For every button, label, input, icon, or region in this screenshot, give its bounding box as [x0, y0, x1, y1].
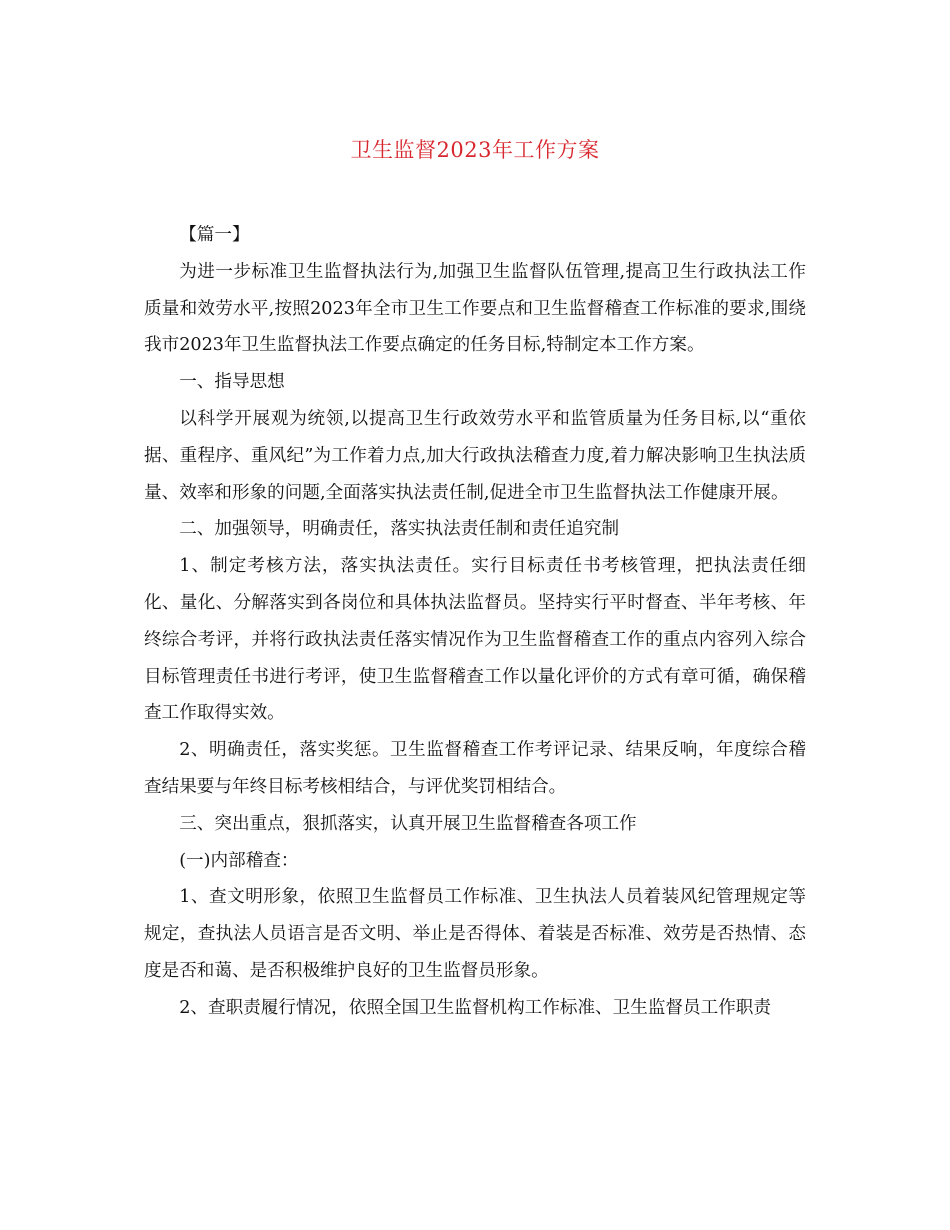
paragraph: 为进一步标准卫生监督执法行为,加强卫生监督队伍管理,提高卫生行政执法工作质量和效劳水平,按照2023年全市卫生工作要点和卫生监督稽查工作标准的要求,围绕我市2023年卫生监督执法工作要点确定的任务目标,特制定本工作方案。 — [144, 261, 806, 356]
section-heading: 二、加强领导，明确责任，落实执法责任制和责任追究制 — [179, 519, 620, 540]
section-heading: 三、突出重点，狠抓落实，认真开展卫生监督稽查各项工作 — [179, 813, 637, 834]
page-title: 卫生监督2023年工作方案 — [350, 138, 600, 162]
paragraph: 1、制定考核方法，落实执法责任。实行目标责任书考核管理，把执法责任细化、量化、分解落实到各岗位和具体执法监督员。坚持实行平时督查、半年考核、年终综合考评，并将行政执法责任落实情况作为卫生监督稽查工作的重点内容列入综合目标管理责任书进行考评，使卫生监督稽查工作以量化评价的方式有章可循，确保稽查工作取得实效。 — [144, 556, 806, 724]
section-heading: 一、指导思想 — [179, 372, 285, 393]
paragraph: 2、明确责任，落实奖惩。卫生监督稽查工作考评记录、结果反响，年度综合稽查结果要与年终目标考核相结合，与评优奖罚相结合。 — [144, 740, 806, 797]
section-label: 【篇一】 — [179, 225, 250, 245]
paragraph: 1、查文明形象，依照卫生监督员工作标准、卫生执法人员着装风纪管理规定等规定，查执法人员语言是否文明、举止是否得体、着装是否标准、效劳是否热情、态度是否和蔼、是否积极维护良好的卫生监督员形象。 — [144, 887, 806, 981]
paragraph: 以科学开展观为统领,以提高卫生行政效劳水平和监管质量为任务目标,以“重依据、重程序、重风纪”为工作着力点,加大行政执法稽查力度,着力解决影响卫生执法质量、效率和形象的问题,全面落实执法责任制,促进全市卫生监督执法工作健康开展。 — [144, 408, 806, 503]
paragraph: 2、查职责履行情况，依照全国卫生监督机构工作标准、卫生监督员工作职责 — [179, 997, 771, 1018]
document-body — [144, 217, 806, 1027]
subsection-heading: (一)内部稽查： — [179, 850, 299, 871]
